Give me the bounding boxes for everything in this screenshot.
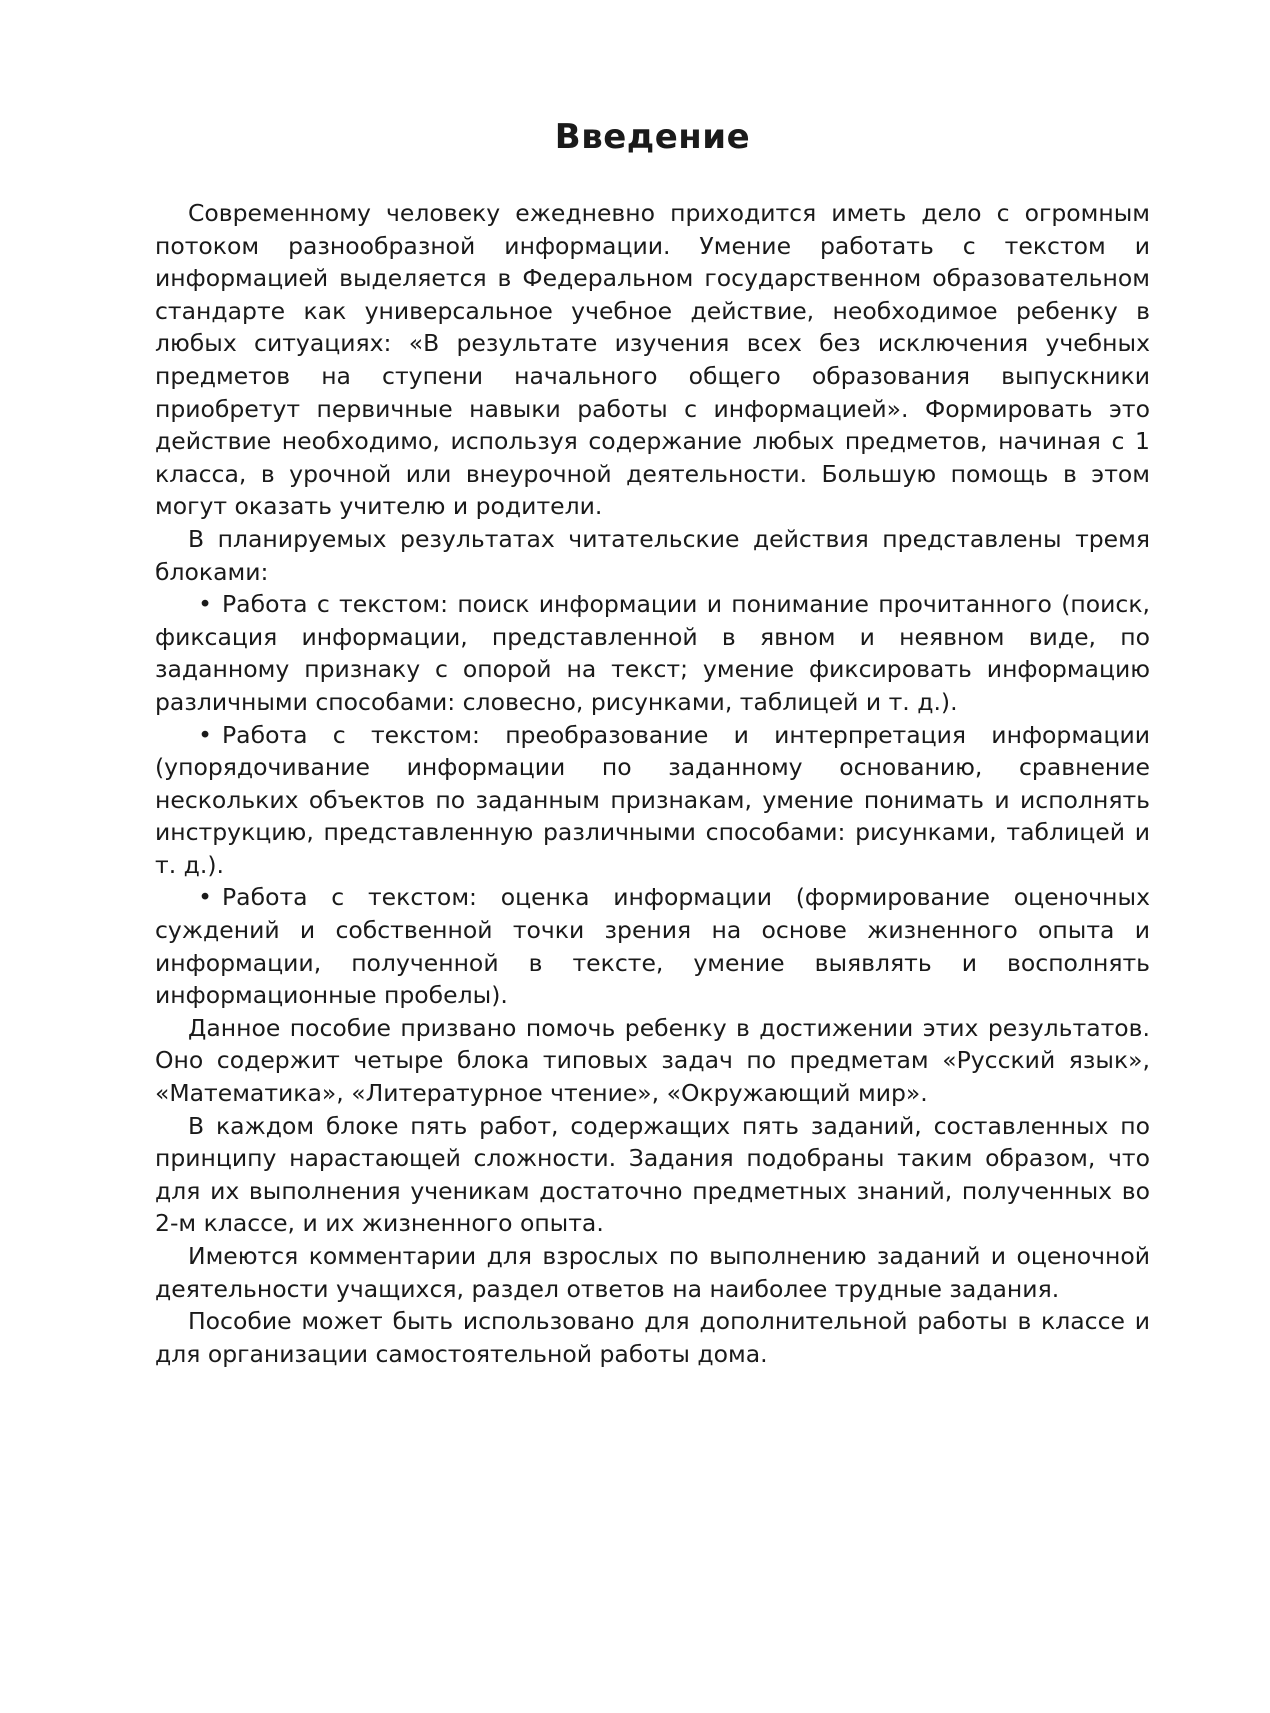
- paragraph-blocks: В планируемых результатах читательские действия представлены тремя блоками:: [155, 524, 1150, 586]
- paragraph-structure: В каждом блоке пять работ, содержащих пять заданий, составленных по принципу нарастающей сложности. Задания подобраны таким образом, что для их выполнения ученикам достаточно предметных знаний, полученных во 2-м классе, и их жизненного опыта.: [155, 1111, 1150, 1238]
- bullet-text: Работа с текстом: поиск информации и понимание прочитанного (поиск, фиксация информации, представленной в явном и неявном виде, по заданному признаку с опорой на текст; умение фиксировать информацию различными способами: словесно, рисунками, таблицей и т. д.).: [155, 590, 1150, 716]
- bullet-item-2: [155, 719, 1150, 882]
- bullet-item-1: [155, 588, 1150, 718]
- bullet-text: Работа с текстом: преобразование и интерпретация информации (упорядочивание информации по заданному основанию, сравнение нескольких объектов по заданным признакам, умение понимать и исполнять инструкцию, представленную различными способами: рисунками, таблицей и т. д.).: [155, 720, 1150, 879]
- bullet-mark: •: [198, 590, 212, 619]
- page-title: Введение: [554, 117, 751, 157]
- bullet-item-3: [155, 881, 1150, 1011]
- bullet-mark: •: [198, 720, 212, 749]
- paragraph-comments: Имеются комментарии для взрослых по выполнению заданий и оценочной деятельности учащихся, раздел ответов на наиболее трудные задания.: [155, 1242, 1150, 1303]
- bullet-mark: •: [198, 883, 212, 912]
- document-page: [155, 100, 1150, 1370]
- paragraph-usage: Пособие может быть использовано для дополнительной работы в классе и для организации самостоятельной работы дома.: [155, 1307, 1150, 1368]
- paragraph-manual: Данное пособие призвано помочь ребенку в достижении этих результатов. Оно содержит четыре блока типовых задач по предметам «Русский язык», «Математика», «Литературное чтение», «Окружающий мир».: [155, 1013, 1150, 1108]
- bullet-text: Работа с текстом: оценка информации (формирование оценочных суждений и собственной точки зрения на основе жизненного опыта и информации, полученной в тексте, умение выявлять и восполнять информационные пробелы).: [155, 883, 1150, 1010]
- paragraph-intro: Современному человеку ежедневно приходится иметь дело с огромным потоком разнообразной информации. Умение работать с текстом и информацией выделяется в Федеральном государственном образовательном стандарте как универсальное учебное действие, необходимое ребенку в любых ситуациях: «В результате изучения всех без исключения учебных предметов на ступени начального общего образования выпускники приобретут первичные навыки работы с информацией». Формировать это действие необходимо, используя содержание любых предметов, начиная с 1 класса, в урочной или внеурочной деятельности. Большую помощь в этом могут оказать учителю и родители.: [155, 199, 1150, 521]
